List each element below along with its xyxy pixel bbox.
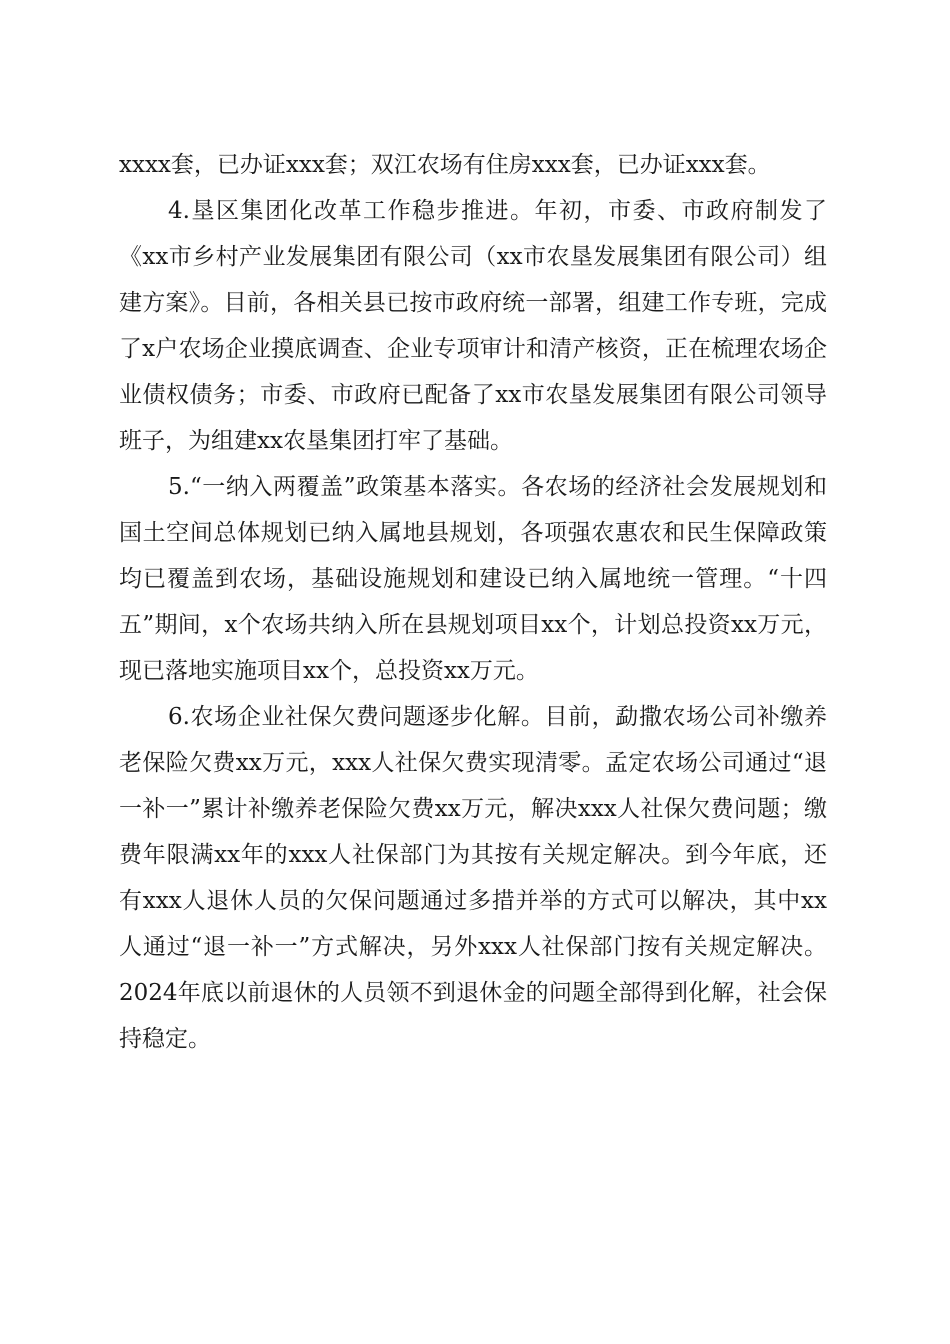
paragraph-item-4: 4.垦区集团化改革工作稳步推进。年初，市委、市政府制发了《xx市乡村产业发展集团有限公司（xx市农垦发展集团有限公司）组建方案》。目前，各相关县已按市政府统一部署，组建工作专班，完成了x户农场企业摸底调查、企业专项审计和清产核资，正在梳理农场企业债权债务；市委、市政府已配备了xx市农垦发展集团有限公司领导班子，为组建xx农垦集团打牢了基础。 — [119, 198, 827, 454]
paragraph-continuation: xxxx套，已办证xxx套；双江农场有住房xxx套，已办证xxx套。 — [119, 152, 771, 178]
document-body — [119, 142, 827, 1062]
paragraph-item-6: 6.农场企业社保欠费问题逐步化解。目前，勐撒农场公司补缴养老保险欠费xx万元，xxx人社保欠费实现清零。孟定农场公司通过“退一补一”累计补缴养老保险欠费xx万元，解决xxx人社保欠费问题；缴费年限满xx年的xxx人社保部门为其按有关规定解决。到今年底，还有xxx人退休人员的欠保问题通过多措并举的方式可以解决，其中xx人通过“退一补一”方式解决，另外xxx人社保部门按有关规定解决。2024年底以前退休的人员领不到退休金的问题全部得到化解，社会保持稳定。 — [119, 704, 827, 1052]
paragraph-item-5: 5.“一纳入两覆盖”政策基本落实。各农场的经济社会发展规划和国土空间总体规划已纳入属地县规划，各项强农惠农和民生保障政策均已覆盖到农场，基础设施规划和建设已纳入属地统一管理。“十四五”期间，x个农场共纳入所在县规划项目xx个，计划总投资xx万元，现已落地实施项目xx个，总投资xx万元。 — [119, 474, 827, 684]
